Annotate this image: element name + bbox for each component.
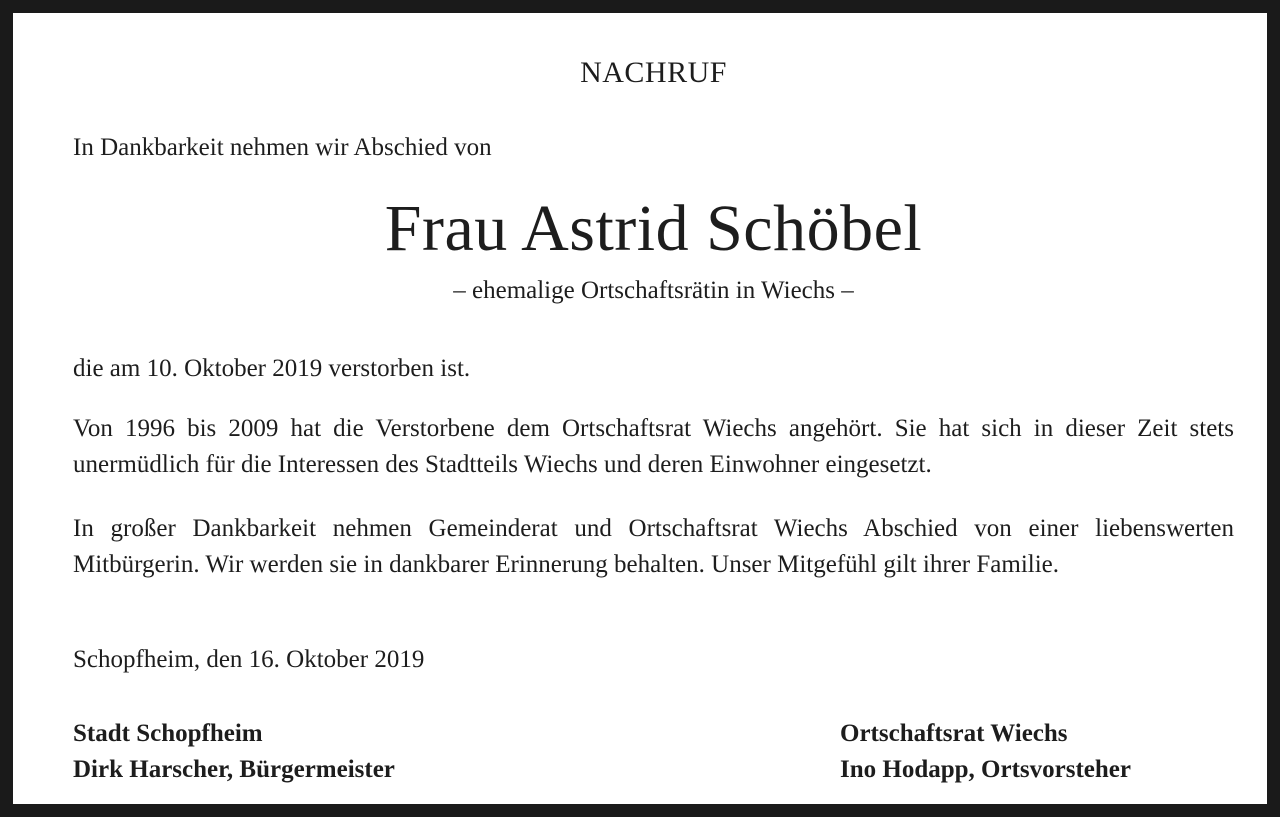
signature-person: Dirk Harscher, Bürgermeister <box>73 756 395 783</box>
death-date-line: die am 10. Oktober 2019 verstorben ist. <box>73 355 471 382</box>
signature-organization: Stadt Schopfheim <box>73 720 263 747</box>
signature-organization: Ortschaftsrat Wiechs <box>840 720 1068 747</box>
deceased-role: – ehemalige Ortschaftsrätin in Wiechs – <box>453 277 854 304</box>
intro-text: In Dankbarkeit nehmen wir Abschied von <box>73 134 492 161</box>
tribute-paragraph-2: In großer Dankbarkeit nehmen Gemeinderat und Ortschaftsrat Wiechs Abschied von einer liebenswerten Mitbürgerin. Wir werden sie in dankbarer Erinnerung behalten. Unser Mitgefühl gilt ihrer Familie. <box>73 515 1234 578</box>
tribute-paragraph-1: Von 1996 bis 2009 hat die Verstorbene dem Ortschaftsrat Wiechs angehört. Sie hat sich in dieser Zeit stets unermüdlich für die Interessen des Stadtteils Wiechs und deren Einwohner eingesetzt. <box>73 415 1234 478</box>
signature-block-council <box>840 716 1131 788</box>
place-date-line: Schopfheim, den 16. Oktober 2019 <box>73 646 425 673</box>
notice-heading: NACHRUF <box>580 56 727 89</box>
signature-person: Ino Hodapp, Ortsvorsteher <box>840 756 1131 783</box>
signature-block-city <box>73 716 395 788</box>
deceased-name: Frau Astrid Schöbel <box>384 192 923 265</box>
